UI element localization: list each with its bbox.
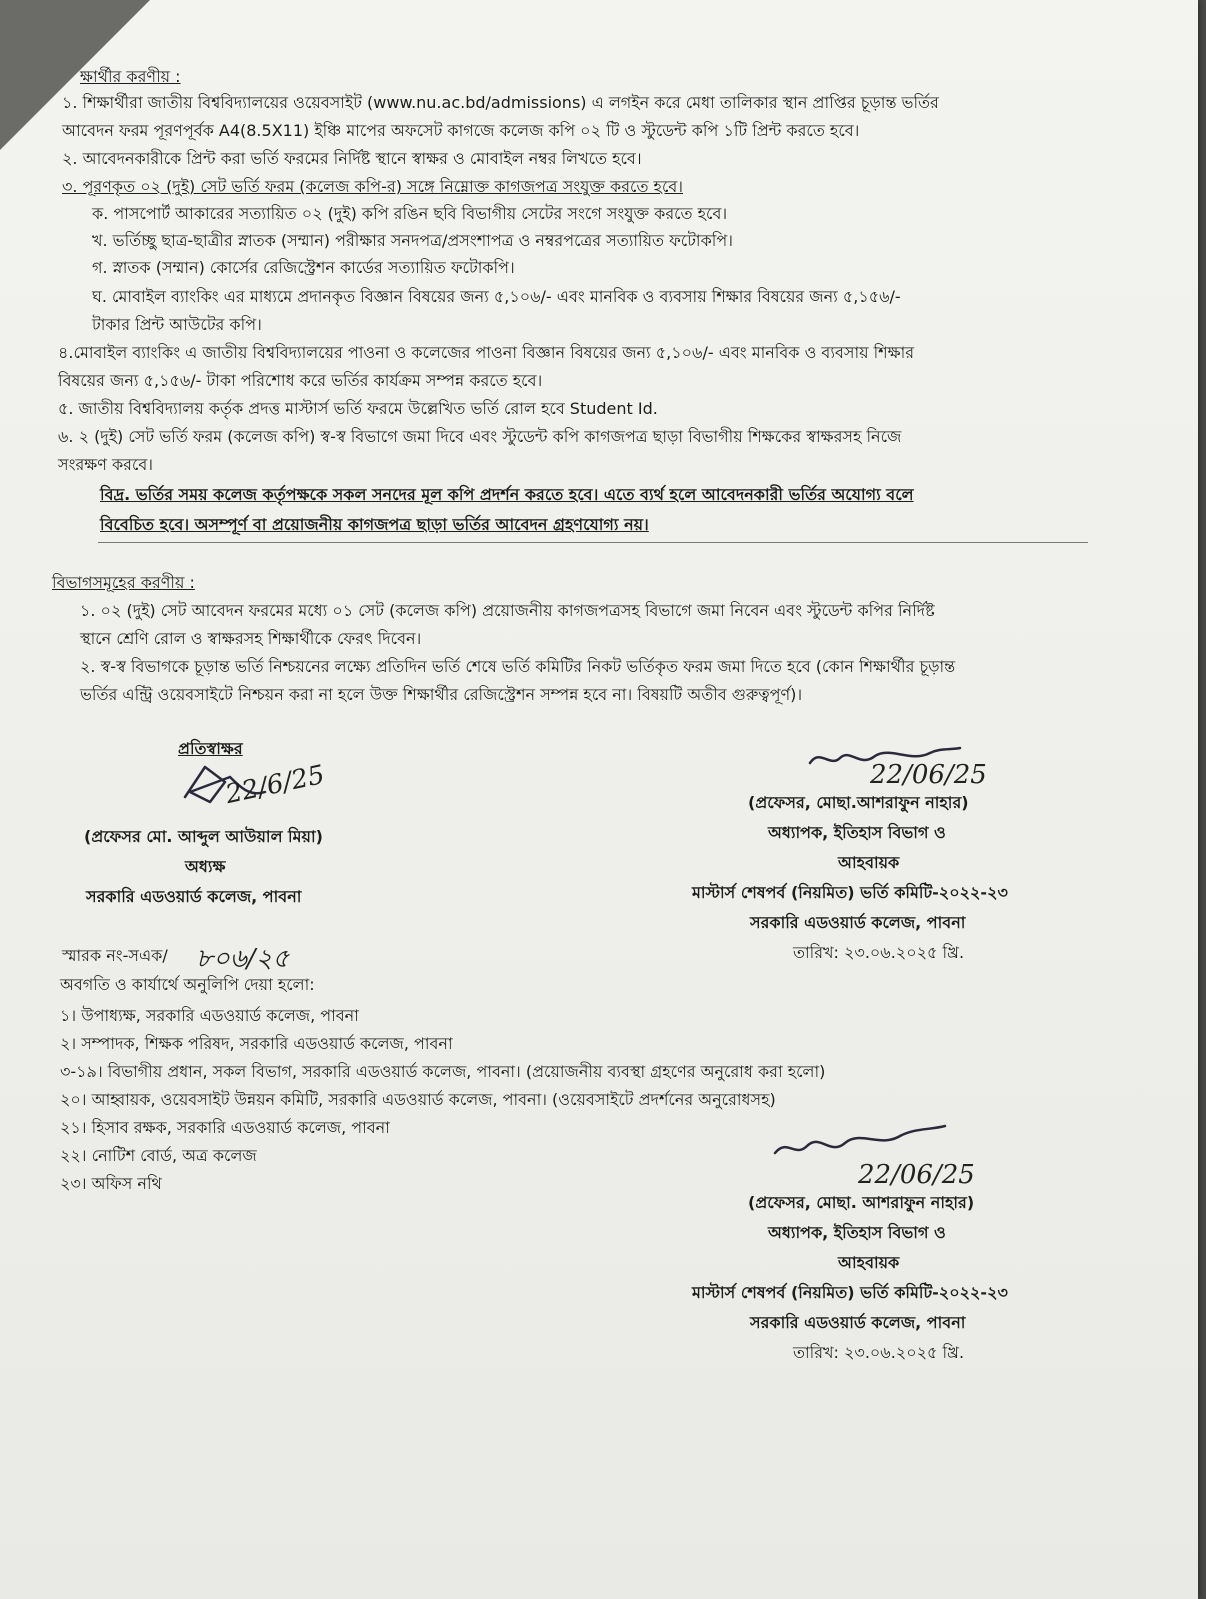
principal-org: সরকারি এডওয়ার্ড কলেজ, পাবনা [86,887,302,906]
student-item-3: ৩. পূরণকৃত ০২ (দুই) সেট ভর্তি ফরম (কলেজ কপি-র) সঙ্গে নিম্নোক্ত কাগজপত্র সংযুক্ত করতে হবে। [62,177,684,196]
dept-item-1b: স্থানে শ্রেণি রোল ও স্বাক্ষরসহ শিক্ষার্থীকে ফেরৎ দিবেন। [80,629,422,648]
memo-ref-handwritten: ৮০৬/২৫ [196,944,290,974]
dept-section-heading: বিভাগসমূহের করণীয় : [52,573,195,592]
convener-2-name: (প্রফেসর, মোছা. আশরাফুন নাহার) [748,1193,975,1212]
memo-recipient-2: ২। সম্পাদক, শিক্ষক পরিষদ, সরকারি এডওয়ার্ড কলেজ, পাবনা [60,1034,453,1053]
dept-item-2a: ২. স্ব-স্ব বিভাগকে চূড়ান্ত ভর্তি নিশ্চয়নের লক্ষ্যে প্রতিদিন ভর্তি শেষে ভর্তি কমিটির নিকট ভর্তিকৃত ফরম জমা দিতে হবে (কোন শিক্ষার্থীর চূড়ান্ত [80,657,956,676]
convener-2-role: আহবায়ক [838,1253,900,1272]
student-item-2: ২. আবেদনকারীকে প্রিন্ট করা ভর্তি ফরমের নির্দিষ্ট স্থানে স্বাক্ষর ও মোবাইল নম্বর লিখতে হবে। [62,149,642,168]
student-item-1a: ১. শিক্ষার্থীরা জাতীয় বিশ্ববিদ্যালয়ের ওয়েবসাইট (www.nu.ac.bd/admissions) এ লগইন করে মেধা তালিকার স্থান প্রাপ্তির চূড়ান্ত ভর্তির [62,93,939,112]
student-item-3-ka: ক. পাসপোর্ট আকারের সত্যায়িত ০২ (দুই) কপি রঙিন ছবি বিভাগীয় সেটের সংগে সংযুক্ত করতে হবে। [92,204,728,223]
student-item-3-gha-b: টাকার প্রিন্ট আউটের কপি। [92,315,262,334]
convener-2-handwritten-date: 22/06/25 [858,1160,975,1190]
memo-recipient-3: ৩-১৯। বিভাগীয় প্রধান, সকল বিভাগ, সরকারি এডওয়ার্ড কলেজ, পাবনা। (প্রয়োজনীয় ব্যবস্থা গ্রহণের অনুরোধ করা হলো) [60,1062,826,1081]
convener-1-title: অধ্যাপক, ইতিহাস বিভাগ ও [768,823,946,842]
convener-1-handwritten-date: 22/06/25 [870,760,987,790]
convener-1-date: তারিখ: ২৩.০৬.২০২৫ খ্রি. [793,943,965,962]
dept-item-2b: ভর্তির এন্ট্রি ওয়েবসাইটে নিশ্চয়ন করা না হলে উক্ত শিক্ষার্থীর রেজিস্ট্রেশন সম্পন্ন হবে না। বিষয়টি অতীব গুরুত্বপূর্ণ)। [80,685,803,704]
convener-2-date: তারিখ: ২৩.০৬.২০২৫ খ্রি. [793,1343,965,1362]
memo-recipient-5: ২১। হিসাব রক্ষক, সরকারি এডওয়ার্ড কলেজ, পাবনা [60,1118,390,1137]
student-section-heading: ক্ষার্থীর করণীয় : [80,67,181,86]
memo-recipient-6: ২২। নোটিশ বোর্ড, অত্র কলেজ [60,1146,257,1165]
principal-handwritten-date: 22/6/25 [222,759,328,811]
dept-item-1a: ১. ০২ (দুই) সেট আবেদন ফরমের মধ্যে ০১ সেট (কলেজ কপি) প্রয়োজনীয় কাগজপত্রসহ বিভাগে জমা নিবেন এবং স্টুডেন্ট কপির নির্দিষ্ট [80,601,935,620]
convener-1-name: (প্রফেসর, মোছা.আশরাফুন নাহার) [748,793,969,812]
student-item-6b: সংরক্ষণ করবে। [58,455,154,474]
student-item-6a: ৬. ২ (দুই) সেট ভর্তি ফরম (কলেজ কপি) স্ব-স্ব বিভাগে জমা দিবে এবং স্টুডেন্ট কপি কাগজপত্র ছাড়া বিভাগীয় শিক্ষকের স্বাক্ষরসহ নিজে [58,427,902,446]
memo-ref-label: স্মারক নং-সএক/ [62,946,168,965]
memo-recipient-4: ২০। আহ্বায়ক, ওয়েবসাইট উন্নয়ন কমিটি, সরকারি এডওয়ার্ড কলেজ, পাবনা। (ওয়েবসাইটে প্রদর্শনের অনুরোধসহ) [60,1090,776,1109]
student-item-4b: বিষয়ের জন্য ৫,১৫৬/- টাকা পরিশোধ করে ভর্তির কার্যক্রম সম্পন্ন করতে হবে। [58,371,543,390]
student-item-1b: আবেদন ফরম পূরণপূর্বক A4(8.5X11) ইঞ্চি মাপের অফসেট কাগজে কলেজ কপি ০২ টি ও স্টুডেন্ট কপি ১টি প্রিন্ট করতে হবে। [62,121,860,140]
memo-recipient-7: ২৩। অফিস নথি [60,1174,162,1193]
convener-1-role: আহবায়ক [838,853,900,872]
note-line-1: বিদ্র. ভর্তির সময় কলেজ কর্তৃপক্ষকে সকল সনদের মূল কপি প্রদর্শন করতে হবে। এতে ব্যর্থ হলে আবেদনকারী ভর্তির অযোগ্য বলে [100,485,914,504]
student-item-4a: ৪.মোবাইল ব্যাংকিং এ জাতীয় বিশ্ববিদ্যালয়ের পাওনা ও কলেজের পাওনা বিজ্ঞান বিষয়ের জন্য ৫,১০৬/- এবং মানবিক ও ব্যবসায় শিক্ষার [58,343,915,362]
principal-name: (প্রফেসর মো. আব্দুল আউয়াল মিয়া) [84,827,323,846]
convener-1-committee: মাস্টার্স শেষপর্ব (নিয়মিত) ভর্তি কমিটি-২০২২-২৩ [692,883,1008,902]
convener-2-title: অধ্যাপক, ইতিহাস বিভাগ ও [768,1223,946,1242]
memo-recipient-1: ১। উপাধ্যক্ষ, সরকারি এডওয়ার্ড কলেজ, পাবনা [60,1006,359,1025]
principal-title: অধ্যক্ষ [185,857,226,876]
note-line-2: বিবেচিত হবে। অসম্পূর্ণ বা প্রয়োজনীয় কাগজপত্র ছাড়া ভর্তির আবেদন গ্রহণযোগ্য নয়। [100,515,649,534]
convener-2-committee: মাস্টার্স শেষপর্ব (নিয়মিত) ভর্তি কমিটি-২০২২-২৩ [692,1283,1008,1302]
student-item-5: ৫. জাতীয় বিশ্ববিদ্যালয় কর্তৃক প্রদত্ত মাস্টার্স ভর্তি ফরমে উল্লেখিত ভর্তি রোল হবে Student Id. [58,399,658,418]
convener-1-org: সরকারি এডওয়ার্ড কলেজ, পাবনা [750,913,966,932]
convener-2-org: সরকারি এডওয়ার্ড কলেজ, পাবনা [750,1313,966,1332]
student-item-3-ga: গ. স্নাতক (সম্মান) কোর্সের রেজিস্ট্রেশন কার্ডের সত্যায়িত ফটোকপি। [92,258,515,277]
student-item-3-gha-a: ঘ. মোবাইল ব্যাংকিং এর মাধ্যমে প্রদানকৃত বিজ্ঞান বিষয়ের জন্য ৫,১০৬/- এবং মানবিক ও ব্যবসায় শিক্ষার বিষয়ের জন্য ৫,১৫৬/- [92,287,901,306]
student-item-3-kha: খ. ভর্তিচ্ছু ছাত্র-ছাত্রীর স্নাতক (সম্মান) পরীক্ষার সনদপত্র/প্রসংশাপত্র ও নম্বরপত্রের সত্যায়িত ফটোকপি। [92,231,733,250]
memo-intro: অবগতি ও কার্যার্থে অনুলিপি দেয়া হলো: [60,975,315,994]
countersign-label: প্রতিস্বাক্ষর [178,739,243,758]
